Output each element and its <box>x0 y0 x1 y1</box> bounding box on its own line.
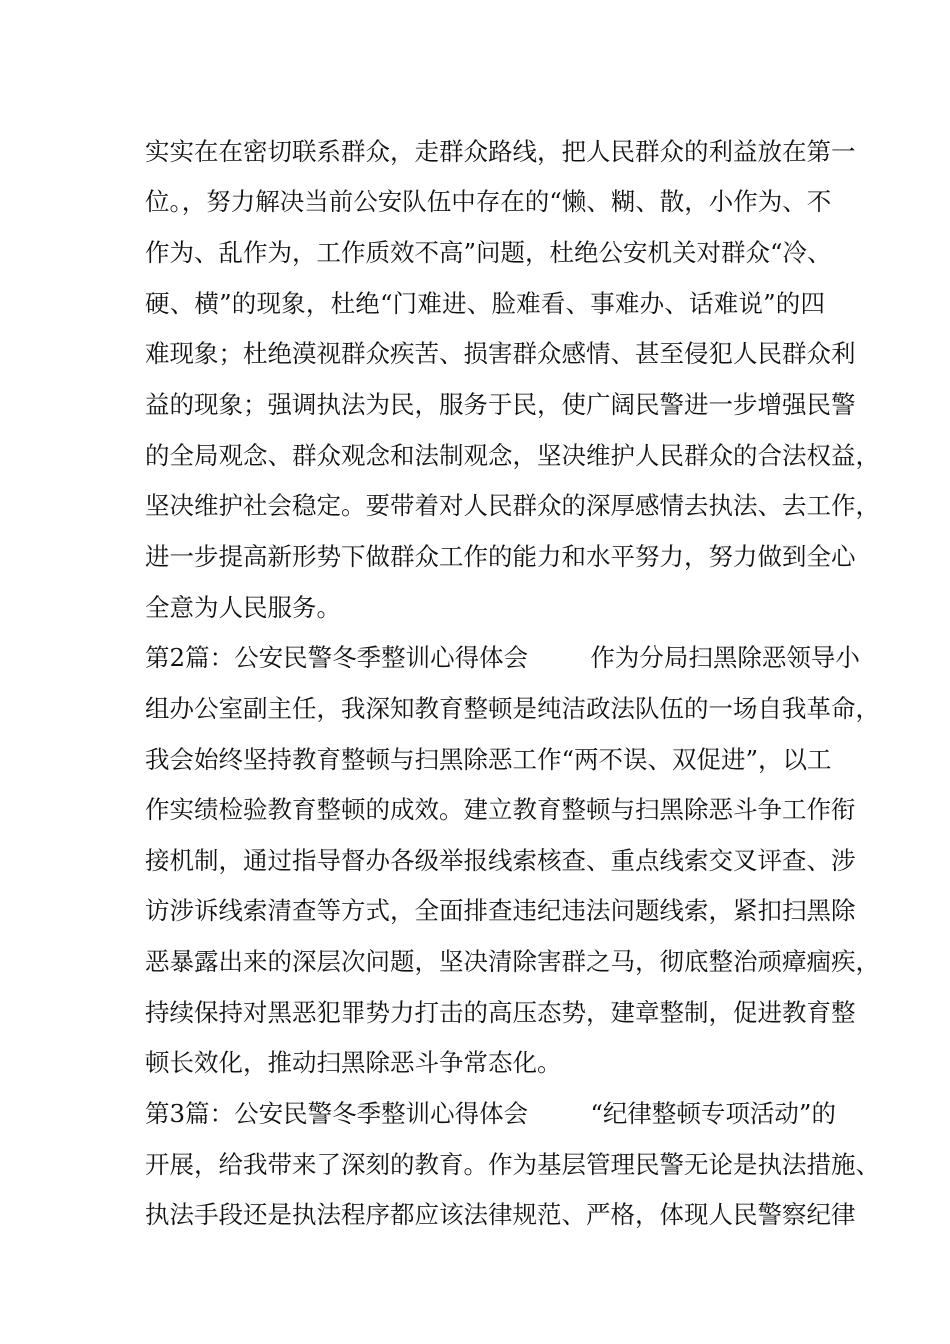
text-line: 作实绩检验教育整顿的成效。建立教育整顿与扫黑除恶斗争工作衔 <box>145 795 856 824</box>
text-line: 益的现象；强调执法为民，服务于民，使广阔民警进一步增强民警 <box>145 390 856 419</box>
text-line: 坚决维护社会稳定。要带着对人民群众的深厚感情去执法、去工作， <box>145 491 880 520</box>
text-line: 位。，努力解决当前公安队伍中存在的“懒、糊、散，小作为、不 <box>145 187 832 216</box>
text-line: 恶暴露出来的深层次问题，坚决清除害群之马，彻底整治顽瘴痼疾， <box>145 947 880 976</box>
text-line: 开展，给我带来了深刻的教育。作为基层管理民警无论是执法措施、 <box>145 1150 880 1179</box>
text-line: 访涉诉线索清查等方式，全面排查违纪违法问题线索，紧扣扫黑除 <box>145 896 856 925</box>
text-line: 实实在在密切联系群众，走群众路线，把人民群众的利益放在第一 <box>145 137 856 166</box>
text-line: 接机制，通过指导督办各级举报线索核查、重点线索交叉评查、涉 <box>145 846 856 875</box>
text-line: 顿长效化，推动扫黑除恶斗争常态化。 <box>145 1048 562 1077</box>
text-line: 全意为人民服务。 <box>145 593 341 622</box>
text-line: 我会始终坚持教育整顿与扫黑除恶工作“两不误、双促进”，以工 <box>145 745 832 774</box>
text-line: 作为、乱作为，工作质效不高”问题，杜绝公安机关对群众“冷、 <box>145 238 832 267</box>
text-line: 难现象；杜绝漠视群众疾苦、损害群众感情、甚至侵犯人民群众利 <box>145 339 856 368</box>
text-line: 执法手段还是执法程序都应该法律规范、严格，体现人民警察纪律 <box>145 1200 856 1229</box>
section-heading-line: 第3篇：公安民警冬季整训心得体会 “纪律整顿专项活动”的 <box>145 1099 836 1128</box>
text-line: 持续保持对黑恶犯罪势力打击的高压态势，建章整制，促进教育整 <box>145 998 856 1027</box>
section-heading-line: 第2篇：公安民警冬季整训心得体会 作为分局扫黑除恶领导小 <box>145 643 860 672</box>
text-line: 组办公室副主任，我深知教育整顿是纯洁政法队伍的一场自我革命， <box>145 694 880 723</box>
text-line: 进一步提高新形势下做群众工作的能力和水平努力，努力做到全心 <box>145 542 856 571</box>
text-line: 硬、横”的现象，杜绝“门难进、脸难看、事难办、话难说”的四 <box>145 289 825 318</box>
text-line: 的全局观念、群众观念和法制观念，坚决维护人民群众的合法权益， <box>145 441 880 470</box>
